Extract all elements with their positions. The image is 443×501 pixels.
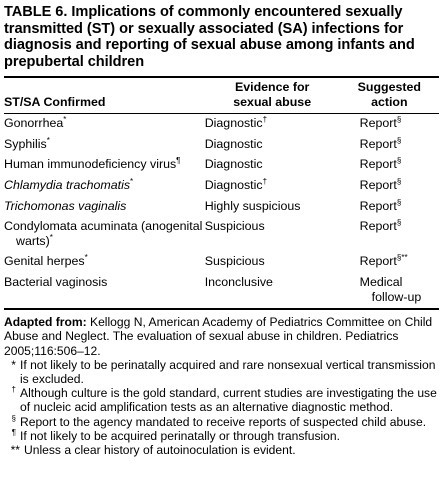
footnote-text: Although culture is the gold standard, current studies are investigating the use of nucleic acid amplification tests as an alternative diagnostic method.: [20, 386, 437, 415]
infection-name: Human immunodeficiency virus: [4, 157, 177, 172]
footnote: [4, 443, 439, 457]
footnote-mark: §**: [396, 253, 408, 263]
evidence-value: Highly suspicious: [204, 198, 301, 213]
footnote-mark: ¶: [176, 156, 181, 166]
evidence-value: Diagnostic: [204, 177, 263, 192]
action-value: Report: [359, 254, 397, 269]
footnote-symbol: §: [11, 413, 16, 423]
header-action-text: Suggested action: [357, 80, 421, 109]
footnote-mark: *: [49, 232, 53, 242]
action-value: Report: [359, 157, 397, 172]
footnote-mark: †: [262, 176, 268, 186]
action-value: Medical follow-up: [359, 274, 422, 304]
evidence-value: Diagnostic: [204, 157, 263, 172]
table-row: [4, 176, 439, 197]
footnote-symbol: *: [11, 357, 16, 372]
infection-name: Bacterial vaginosis: [4, 274, 108, 289]
header-confirmed: ST/SA Confirmed: [4, 94, 106, 109]
evidence-value: Diagnostic: [204, 116, 263, 131]
table-row: [4, 197, 439, 218]
footnote-mark: §: [396, 197, 402, 207]
footnote-mark: *: [63, 115, 67, 125]
action-value: Report: [359, 116, 397, 131]
adapted-from: [4, 315, 439, 358]
footnote-mark: §: [396, 156, 402, 166]
table-row: [4, 135, 439, 156]
header-evidence-text: Evidence for sexual abuse: [233, 80, 312, 109]
adapted-label: Adapted from:: [4, 315, 87, 330]
footnote-mark: †: [262, 115, 268, 125]
table-row: [4, 217, 439, 252]
footnote-mark: *: [130, 176, 134, 186]
evidence-value: Inconclusive: [204, 274, 273, 289]
footnote-symbol: **: [10, 442, 20, 457]
table-body: [4, 114, 439, 308]
footnote-mark: §: [396, 115, 402, 125]
table-title: TABLE 6. Implications of commonly encountered sexually transmitted (ST) or sexually associated (SA) infections for diagnosis and reporting of sexual abuse among infants and prepubertal children: [4, 4, 415, 70]
footnote: [4, 358, 439, 386]
footnote: [4, 415, 439, 429]
adapted-text: Kellogg N, American Academy of Pediatrics Committee on Child Abuse and Neglect. The evaluation of sexual abuse in children. Pediatrics 2005;116:506–12.: [4, 315, 433, 358]
footnote-mark: §: [396, 176, 402, 186]
infection-name: Genital herpes: [4, 254, 85, 269]
infection-name: Chlamydia trachomatis: [4, 177, 131, 192]
evidence-value: Diagnostic: [204, 136, 263, 151]
header-action: [340, 78, 439, 113]
table-row: [4, 114, 439, 135]
table-row: [4, 273, 439, 308]
evidence-value: Suspicious: [204, 219, 265, 234]
infection-name: Syphilis: [4, 136, 47, 151]
footnote-symbol: ¶: [11, 427, 16, 437]
header-evidence: [205, 78, 340, 113]
footnote-text: If not likely to be perinatally acquired and rare nonsexual vertical transmission is excluded.: [20, 357, 436, 386]
footnote-mark: §: [396, 135, 402, 145]
infection-name: Trichomonas vaginalis: [4, 198, 127, 213]
footnotes: [4, 315, 439, 457]
table-row: [4, 155, 439, 176]
infections-table: [4, 78, 439, 308]
bottom-rule: [4, 308, 439, 310]
evidence-value: Suspicious: [204, 254, 265, 269]
infection-name: Gonorrhea: [4, 116, 64, 131]
footnote: [4, 386, 439, 414]
infection-name: Condylomata acuminata (anogenital warts): [4, 219, 203, 248]
action-value: Report: [359, 198, 397, 213]
footnote-mark: *: [46, 135, 50, 145]
footnote-text: Unless a clear history of autoinoculation is evident.: [24, 442, 296, 457]
action-value: Report: [359, 219, 397, 234]
footnote-mark: §: [396, 218, 402, 228]
footnote: [4, 429, 439, 443]
footnote-mark: *: [84, 253, 88, 263]
table-row: [4, 252, 439, 273]
action-value: Report: [359, 177, 397, 192]
footnote-text: If not likely to be acquired perinatally or through transfusion.: [20, 428, 340, 443]
action-value: Report: [359, 136, 397, 151]
footnote-symbol: †: [11, 385, 16, 395]
footnote-text: Report to the agency mandated to receive reports of suspected child abuse.: [20, 414, 427, 429]
header-row: [4, 78, 439, 113]
